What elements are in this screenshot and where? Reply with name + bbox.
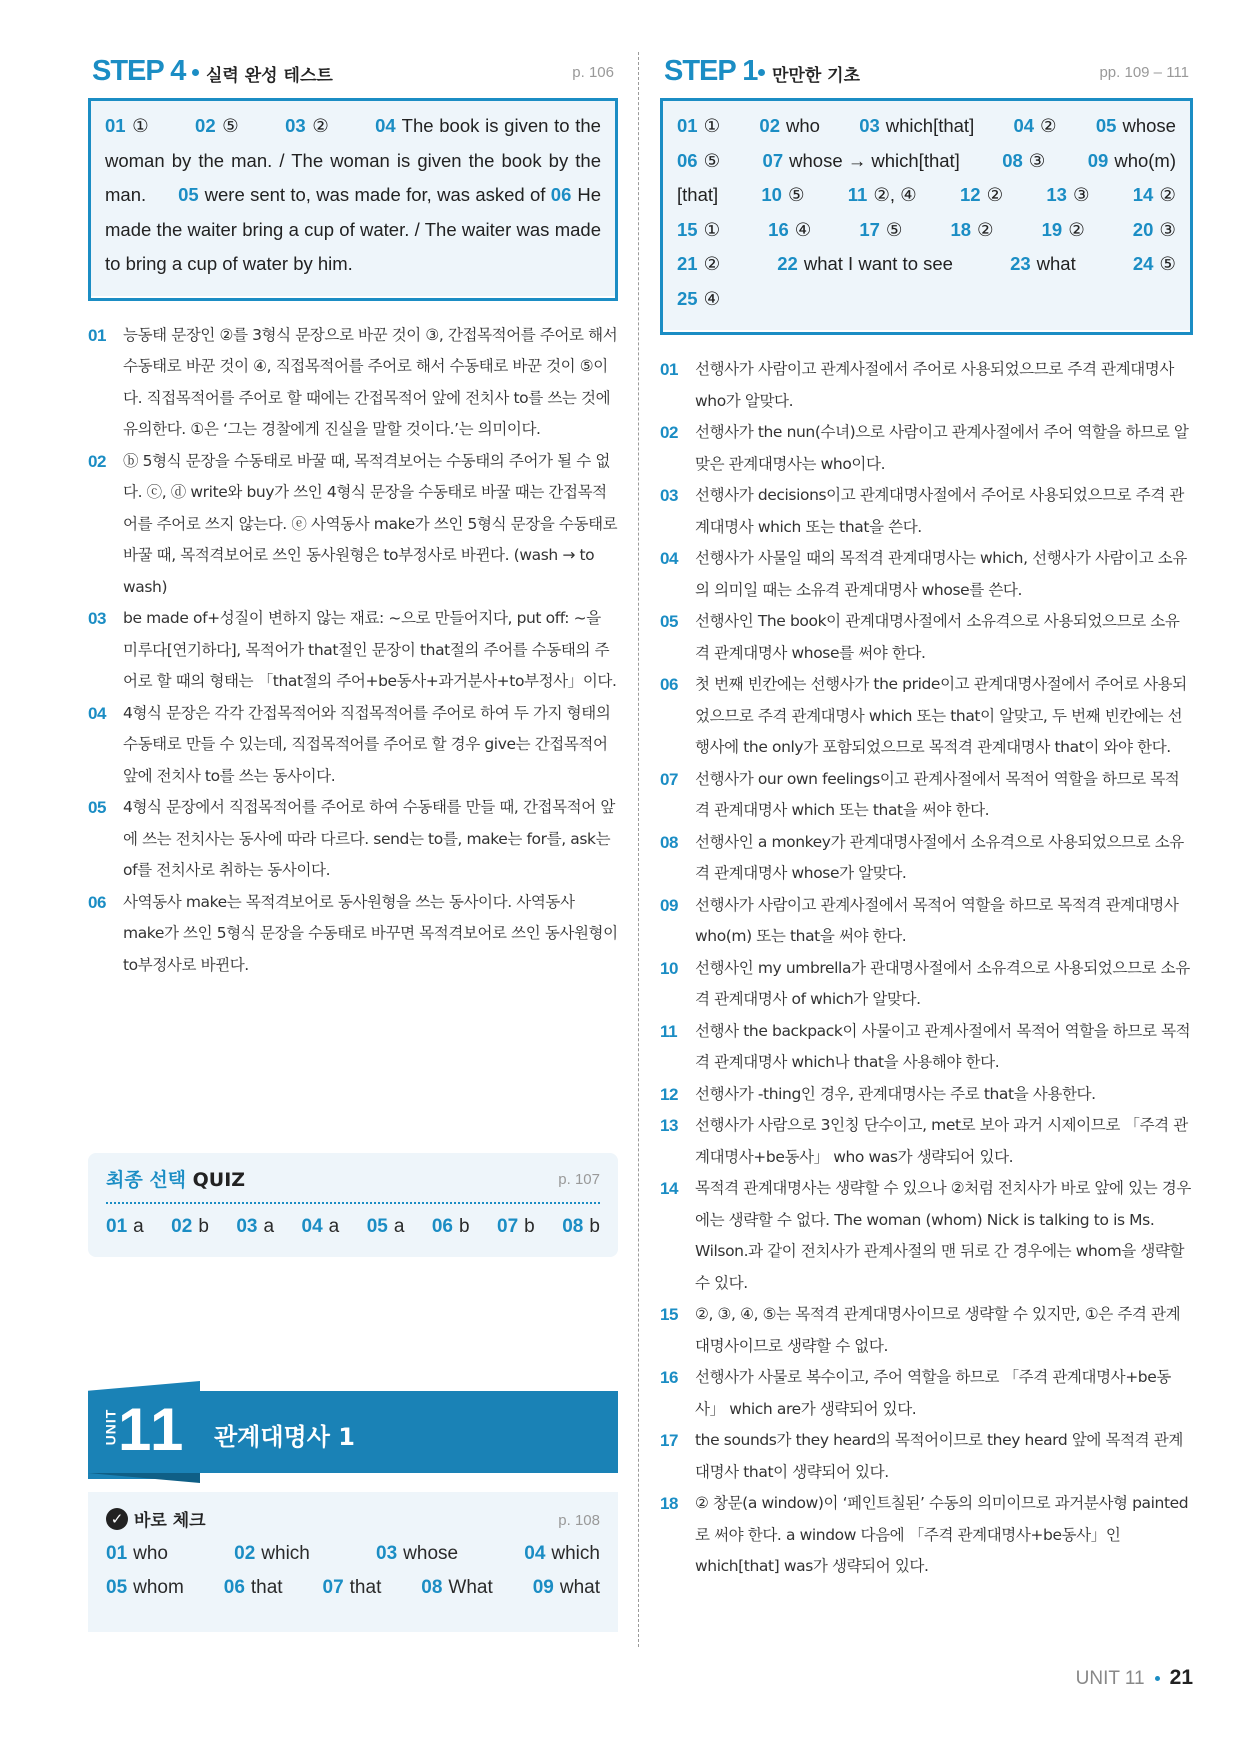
unit-banner [88, 1391, 618, 1473]
answer-item: 09 who(m) [1087, 149, 1176, 171]
step1-explanations [660, 354, 1193, 1583]
explanation-item: 13 선행사가 사람으로 3인칭 단수이고, met로 보아 과거 시제이므로 「주격 관계대명사+be동사」 who was가 생략되어 있다. [660, 1116, 1188, 1166]
explanation-item: 15 ②, ③, ④, ⑤는 목적격 관계대명사이므로 생략할 수 있지만, ①은 주격 관계대명사이므로 생략할 수 없다. [660, 1305, 1181, 1355]
check-page-ref: p. 108 [558, 1512, 600, 1529]
answer-item: 19 ② [1041, 218, 1085, 240]
answer-item: 15 ① [677, 218, 721, 240]
explanation-item: 01 능동태 문장인 ②를 3형식 문장으로 바꾼 것이 ③, 간접목적어를 주어로 해서 수동태로 바꾼 것이 ④, 직접목적어를 주어로 해서 수동태로 바꾼 것이 ⑤이다. 직접목적어를 주어로 할 때에는 간접목적어 앞에 전치사 to를 쓰는 것에 유의한다. ①은 ‘그는 경찰에게 진실을 말할 것이다.’는 의미이다. [88, 325, 618, 438]
explanation-item: 17 the sounds가 they heard의 목적어이므로 they heard 앞에 목적격 관계대명사 that이 생략되어 있다. [660, 1431, 1183, 1481]
explanation-item: 04 선행사가 사물일 때의 목적격 관계대명사는 which, 선행사가 사람이고 소유의 의미일 때는 소유격 관계대명사 whose를 쓴다. [660, 549, 1187, 599]
step4-title: STEP 4 [92, 55, 186, 87]
explanation-item: 07 선행사가 our own feelings이고 관계사절에서 목적어 역할을 하므로 목적격 관계대명사 which 또는 that을 써야 한다. [660, 769, 1180, 819]
right-column [660, 52, 1193, 1583]
check-answer: 05 whom [106, 1577, 184, 1598]
step1-page-ref: pp. 109 – 111 [1099, 64, 1189, 81]
step1-answer-box [660, 98, 1193, 330]
step4-subtitle: 실력 완성 테스트 [206, 66, 333, 86]
answer-item: 02 who [759, 115, 820, 136]
explanation-item: 10 선행사인 my umbrella가 관대명사절에서 소유격으로 사용되었으므로 소유격 관계대명사 of which가 알맞다. [660, 958, 1190, 1008]
explanation-item: 14 목적격 관계대명사는 생략할 수 있으나 ②처럼 전치사가 바로 앞에 있는 경우에는 생략할 수 없다. The woman (whom) Nick is talking to is Ms. Wilson.과 같이 전치사가 관계사절의 맨 뒤로 간 경우에는 whom을 생략할 수 있다. [660, 1179, 1191, 1292]
answer-item: [that] [677, 184, 719, 205]
quiz-answers [106, 1216, 600, 1238]
explanation-item: 09 선행사가 사람이고 관계사절에서 목적어 역할을 하므로 목적격 관계대명사 who(m) 또는 that을 써야 한다. [660, 895, 1179, 945]
footer-unit: UNIT 11 [1075, 1668, 1145, 1689]
answer-item: 25 ④ [677, 287, 721, 309]
explanation-item: 05 선행사인 The book이 관계대명사절에서 소유격으로 사용되었으므로 소유격 관계대명사 whose를 써야 한다. [660, 612, 1180, 662]
answer-item: 03 which[that] [859, 115, 975, 136]
unit-label: UNIT [102, 1408, 119, 1446]
unit-title: 관계대명사 1 [214, 1423, 355, 1451]
answer-item: 06 He made the waiter bring a cup of water. / The waiter was made to bring a cup of water by him. [105, 184, 602, 274]
check-answer: 06 that [223, 1577, 283, 1598]
quiz-answer: 01 a [106, 1216, 144, 1237]
answer-row [677, 144, 1176, 179]
quiz-box [88, 1153, 618, 1257]
explanation-item: 18 ② 창문(a window)이 ‘페인트칠된’ 수동의 의미이므로 과거분사형 painted로 써야 한다. a window 다음에 「주격 관계대명사+be동사」인 which[that] was가 생략되어 있다. [660, 1494, 1189, 1575]
answer-row [677, 109, 1176, 144]
check-answer: 07 that [322, 1577, 382, 1598]
answer-item: 22 what I want to see [777, 253, 953, 274]
explanation-item: 05 4형식 문장에서 직접목적어를 주어로 하여 수동태를 만들 때, 간접목적어 앞에 쓰는 전치사는 동사에 따라 다르다. send는 to를, make는 for를, ask는 of를 전치사로 취하는 동사이다. [88, 798, 615, 879]
check-answer: 03 whose [376, 1543, 459, 1564]
step4-header [88, 52, 618, 92]
step1-header [660, 52, 1193, 92]
explanation-item: 06 사역동사 make는 목적격보어로 동사원형을 쓰는 동사이다. 사역동사 make가 쓰인 5형식 문장을 수동태로 바꾸면 목적격보어로 쓰인 동사원형이 to부정사로 바뀐다. [88, 892, 618, 974]
quiz-answer: 08 b [562, 1216, 600, 1237]
answer-row [677, 247, 1176, 282]
bullet-dot-icon [758, 69, 765, 76]
explanation-item: 08 선행사인 a monkey가 관계대명사절에서 소유격으로 사용되었으므로 소유격 관계대명사 whose가 알맞다. [660, 832, 1184, 882]
column-divider [638, 52, 639, 1647]
step4-page-ref: p. 106 [572, 64, 614, 81]
quiz-page-ref: p. 107 [558, 1171, 600, 1188]
answer-item: 07 whose → which[that] [762, 149, 960, 171]
explanation-item: 03 선행사가 decisions이고 관계대명사절에서 주어로 사용되었으므로 주격 관계대명사 which 또는 that을 쓴다. [660, 486, 1185, 536]
answer-item: 18 ② [950, 218, 994, 240]
left-column [88, 52, 618, 981]
quiz-answer: 03 a [236, 1216, 275, 1237]
answer-item: 11 ②, ④ [847, 184, 917, 205]
quiz-answer: 06 b [431, 1216, 470, 1237]
check-box [88, 1492, 618, 1632]
answer-item: 04 ② [1013, 115, 1057, 136]
dotted-divider [106, 1202, 600, 1204]
explanation-item: 16 선행사가 사물로 복수이고, 주어 역할을 하므로 「주격 관계대명사+be동사」 which are가 생략되어 있다. [660, 1368, 1171, 1418]
bullet-dot-icon [192, 69, 199, 76]
check-answers-row [106, 1543, 600, 1565]
bullet-dot-icon [1155, 1676, 1160, 1681]
answer-item: 13 ③ [1046, 184, 1090, 205]
page-footer [1076, 1666, 1193, 1690]
answer-row [677, 178, 1176, 213]
check-answer: 04 which [524, 1543, 600, 1564]
answer-row [677, 213, 1176, 248]
answer-item: 17 ⑤ [859, 218, 903, 240]
explanation-item: 02 선행사가 the nun(수녀)으로 사람이고 관계사절에서 주어 역할을 하므로 알맞은 관계대명사는 who이다. [660, 423, 1189, 473]
answer-item: 14 ② [1132, 184, 1176, 205]
check-answer: 08 What [421, 1577, 493, 1598]
answer-row [677, 282, 1176, 317]
check-answer: 01 who [106, 1543, 168, 1564]
explanation-item: 03 be made of+성질이 변하지 않는 재료: ~으로 만들어지다, put off: ~을 미루다[연기하다], 목적어가 that절인 문장이 that절의 주어를 수동태의 주어로 할 때의 형태는 「that절의 주어+be동사+과거분사+to부정사」이다. [88, 609, 617, 690]
answer-item: 01 ① [677, 115, 721, 136]
step1-title: STEP 1 [664, 55, 758, 87]
explanation-item: 02 ⓑ 5형식 문장을 수동태로 바꿀 때, 목적격보어는 수동태의 주어가 될 수 없다. ⓒ, ⓓ write와 buy가 쓰인 4형식 문장을 수동태로 바꿀 때는 간접목적어를 주어로 쓰지 않는다. ⓔ 사역동사 make가 쓰인 5형식 문장을 수동태로 바꿀 때, 목적격보어로 쓰인 동사원형은 to부정사로 바뀐다. (wash → to wash) [88, 451, 618, 596]
check-answers-row [106, 1577, 600, 1599]
answer-item: 16 ④ [768, 218, 812, 240]
quiz-answer: 02 b [171, 1216, 209, 1237]
answer-item: 03 ② [285, 115, 330, 136]
answer-item: 06 ⑤ [677, 149, 721, 171]
quiz-answer: 07 b [497, 1216, 535, 1237]
quiz-answer: 04 a [301, 1216, 340, 1237]
page-number: 21 [1169, 1666, 1193, 1689]
explanation-item: 04 4형식 문장은 각각 간접목적어와 직접목적어를 주어로 하여 두 가지 형태의 수동태로 만들 수 있는데, 직접목적어를 주어로 할 경우 give는 간접목적어 앞에 전치사 to를 쓰는 동사이다. [88, 703, 611, 785]
answer-item: 20 ③ [1132, 218, 1176, 240]
quiz-answer: 05 a [366, 1216, 405, 1237]
answer-item: 21 ② [677, 253, 721, 274]
answer-item: 05 whose [1095, 115, 1176, 136]
quiz-title: 최종 선택 QUIZ [106, 1169, 246, 1191]
answer-item: 01 ① [105, 115, 150, 136]
explanation-item: 11 선행사 the backpack이 사물이고 관계사절에서 목적어 역할을 하므로 목적격 관계대명사 which나 that을 사용해야 한다. [660, 1021, 1191, 1071]
check-answer: 09 what [532, 1577, 600, 1598]
answer-item: 08 ③ [1002, 149, 1046, 171]
answer-item: 12 ② [959, 184, 1004, 205]
check-answer: 02 which [234, 1543, 310, 1564]
check-title: ✓ 바로 체크 [106, 1506, 600, 1531]
answer-item: 23 what [1010, 253, 1076, 274]
step4-explanations [88, 320, 618, 982]
answer-item: 05 were sent to, was made for, was asked of [178, 184, 546, 205]
checkmark-icon: ✓ [106, 1508, 128, 1530]
explanation-item: 12 선행사가 -thing인 경우, 관계대명사는 주로 that을 사용한다. [660, 1084, 1096, 1104]
unit-number: 11 [118, 1396, 186, 1463]
step1-subtitle: 만만한 기초 [772, 66, 861, 86]
explanation-item: 01 선행사가 사람이고 관계사절에서 주어로 사용되었으므로 주격 관계대명사 who가 알맞다. [660, 360, 1174, 410]
answer-item: 10 ⑤ [761, 184, 805, 205]
answer-item: 02 ⑤ [195, 115, 240, 136]
answer-item: 04 The book is given to the woman by the man. / The woman is given the book by the man. [105, 115, 601, 205]
step4-answer-box [88, 98, 618, 296]
explanation-item: 06 첫 번째 빈칸에는 선행사가 the pride이고 관계대명사절에서 주어로 사용되었으므로 주격 관계대명사 which 또는 that이 알맞고, 두 번째 빈칸에는 선행사에 the only가 포함되었으므로 목적격 관계대명사 that이 와야 한다. [660, 675, 1187, 756]
answer-item: 24 ⑤ [1132, 253, 1176, 274]
